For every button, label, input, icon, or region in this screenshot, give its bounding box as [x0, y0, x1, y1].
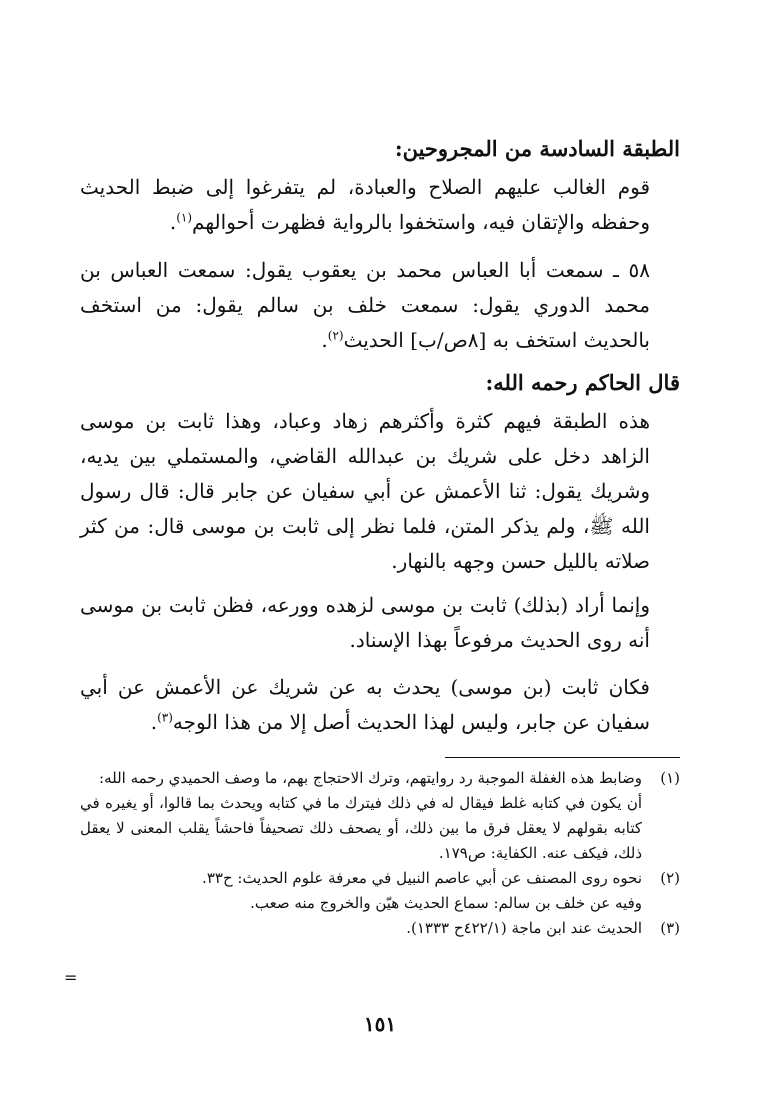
- footnote-separator: [445, 757, 680, 758]
- footnote-number: (١): [660, 769, 680, 787]
- paragraph-end: .: [150, 710, 158, 734]
- paragraph-thabit-story: [80, 404, 680, 579]
- paragraph-narration-58: [80, 253, 680, 358]
- footnote-ref-3[interactable]: (٣): [157, 710, 173, 725]
- footnote-line: أن يكون في كتابه غلط فيقال له في ذلك فيترك ما في كتابه ويحدث بما قالوا، أو يغيره في كتابه بقولهم لا يعقل فرق ما بين ذلك، أو يصحف ذلك تصحيفاً فاحشاً يقلب المعنى لا يعقل ذلك، فيكف عنه. الكفاية: ص١٧٩.: [80, 794, 642, 862]
- continuation-mark: =: [64, 968, 78, 987]
- footnote-ref-1[interactable]: (١): [176, 210, 193, 225]
- footnote-line: نحوه روى المصنف عن أبي عاصم النبيل في معرفة علوم الحديث: ح٣٣.: [202, 869, 642, 887]
- footnote-3: [80, 916, 680, 941]
- paragraph-text: فكان ثابت (بن موسى) يحدث به عن شريك عن الأعمش عن أبي سفيان عن جابر، وليس لهذا الحديث أصل إلا من هذا الوجه: [80, 675, 650, 734]
- paragraph-end: .: [169, 210, 177, 234]
- paragraph-intent: [80, 588, 680, 658]
- footnote-1: [80, 766, 680, 866]
- paragraph-text: هذه الطبقة فيهم كثرة وأكثرهم زهاد وعباد، وهذا ثابت بن موسى الزاهد دخل على شريك بن عبدالله القاضي، والمستملي بين يديه، وشريك يقول: ثنا الأعمش عن أبي سفيان عن جابر قال: قال رسول الله ﷺ، ولم يذكر المتن، فلما نظر إلى ثابت بن موسى قال: من كثر صلاته بالليل حسن وجهه بالنهار.: [80, 409, 650, 573]
- footnote-2: [80, 866, 680, 916]
- footnote-line: وفيه عن خلف بن سالم: سماع الحديث هيّن والخروج منه صعب.: [250, 894, 642, 912]
- paragraph-end: .: [321, 328, 328, 352]
- paragraph-conclusion: [80, 670, 680, 740]
- footnote-number: (٢): [660, 869, 680, 887]
- paragraph-definition: [80, 170, 680, 240]
- footnote-line: وضابط هذه الغفلة الموجبة رد روايتهم، وترك الاحتجاج بهم، ما وصف الحميدي رحمه الله:: [99, 769, 642, 787]
- footnote-ref-2[interactable]: (٢): [327, 328, 344, 343]
- footnote-line: الحديث عند ابن ماجة (٤٢٢/١ح ١٣٣٣).: [406, 919, 642, 937]
- paragraph-text: قوم الغالب عليهم الصلاح والعبادة، لم يتفرغوا إلى ضبط الحديث وحفظه والإتقان فيه، واستخفوا بالرواية فظهرت أحوالهم: [80, 175, 650, 234]
- paragraph-text: ٥٨ ـ سمعت أبا العباس محمد بن يعقوب يقول: سمعت العباس بن محمد الدوري يقول: سمعت خلف بن سالم يقول: من استخف بالحديث استخف به [٨ص/ب] الحديث: [80, 258, 650, 352]
- footnotes: [80, 766, 680, 941]
- section-heading-sixth-class: الطبقة السادسة من المجروحين:: [394, 136, 680, 161]
- paragraph-text: وإنما أراد (بذلك) ثابت بن موسى لزهده وورعه، فظن ثابت بن موسى أنه روى الحديث مرفوعاً بهذا الإسناد.: [80, 593, 650, 652]
- footnote-number: (٣): [660, 919, 680, 937]
- page-number: ١٥١: [363, 1012, 397, 1036]
- section-heading-hakim: قال الحاكم رحمه الله:: [485, 370, 680, 395]
